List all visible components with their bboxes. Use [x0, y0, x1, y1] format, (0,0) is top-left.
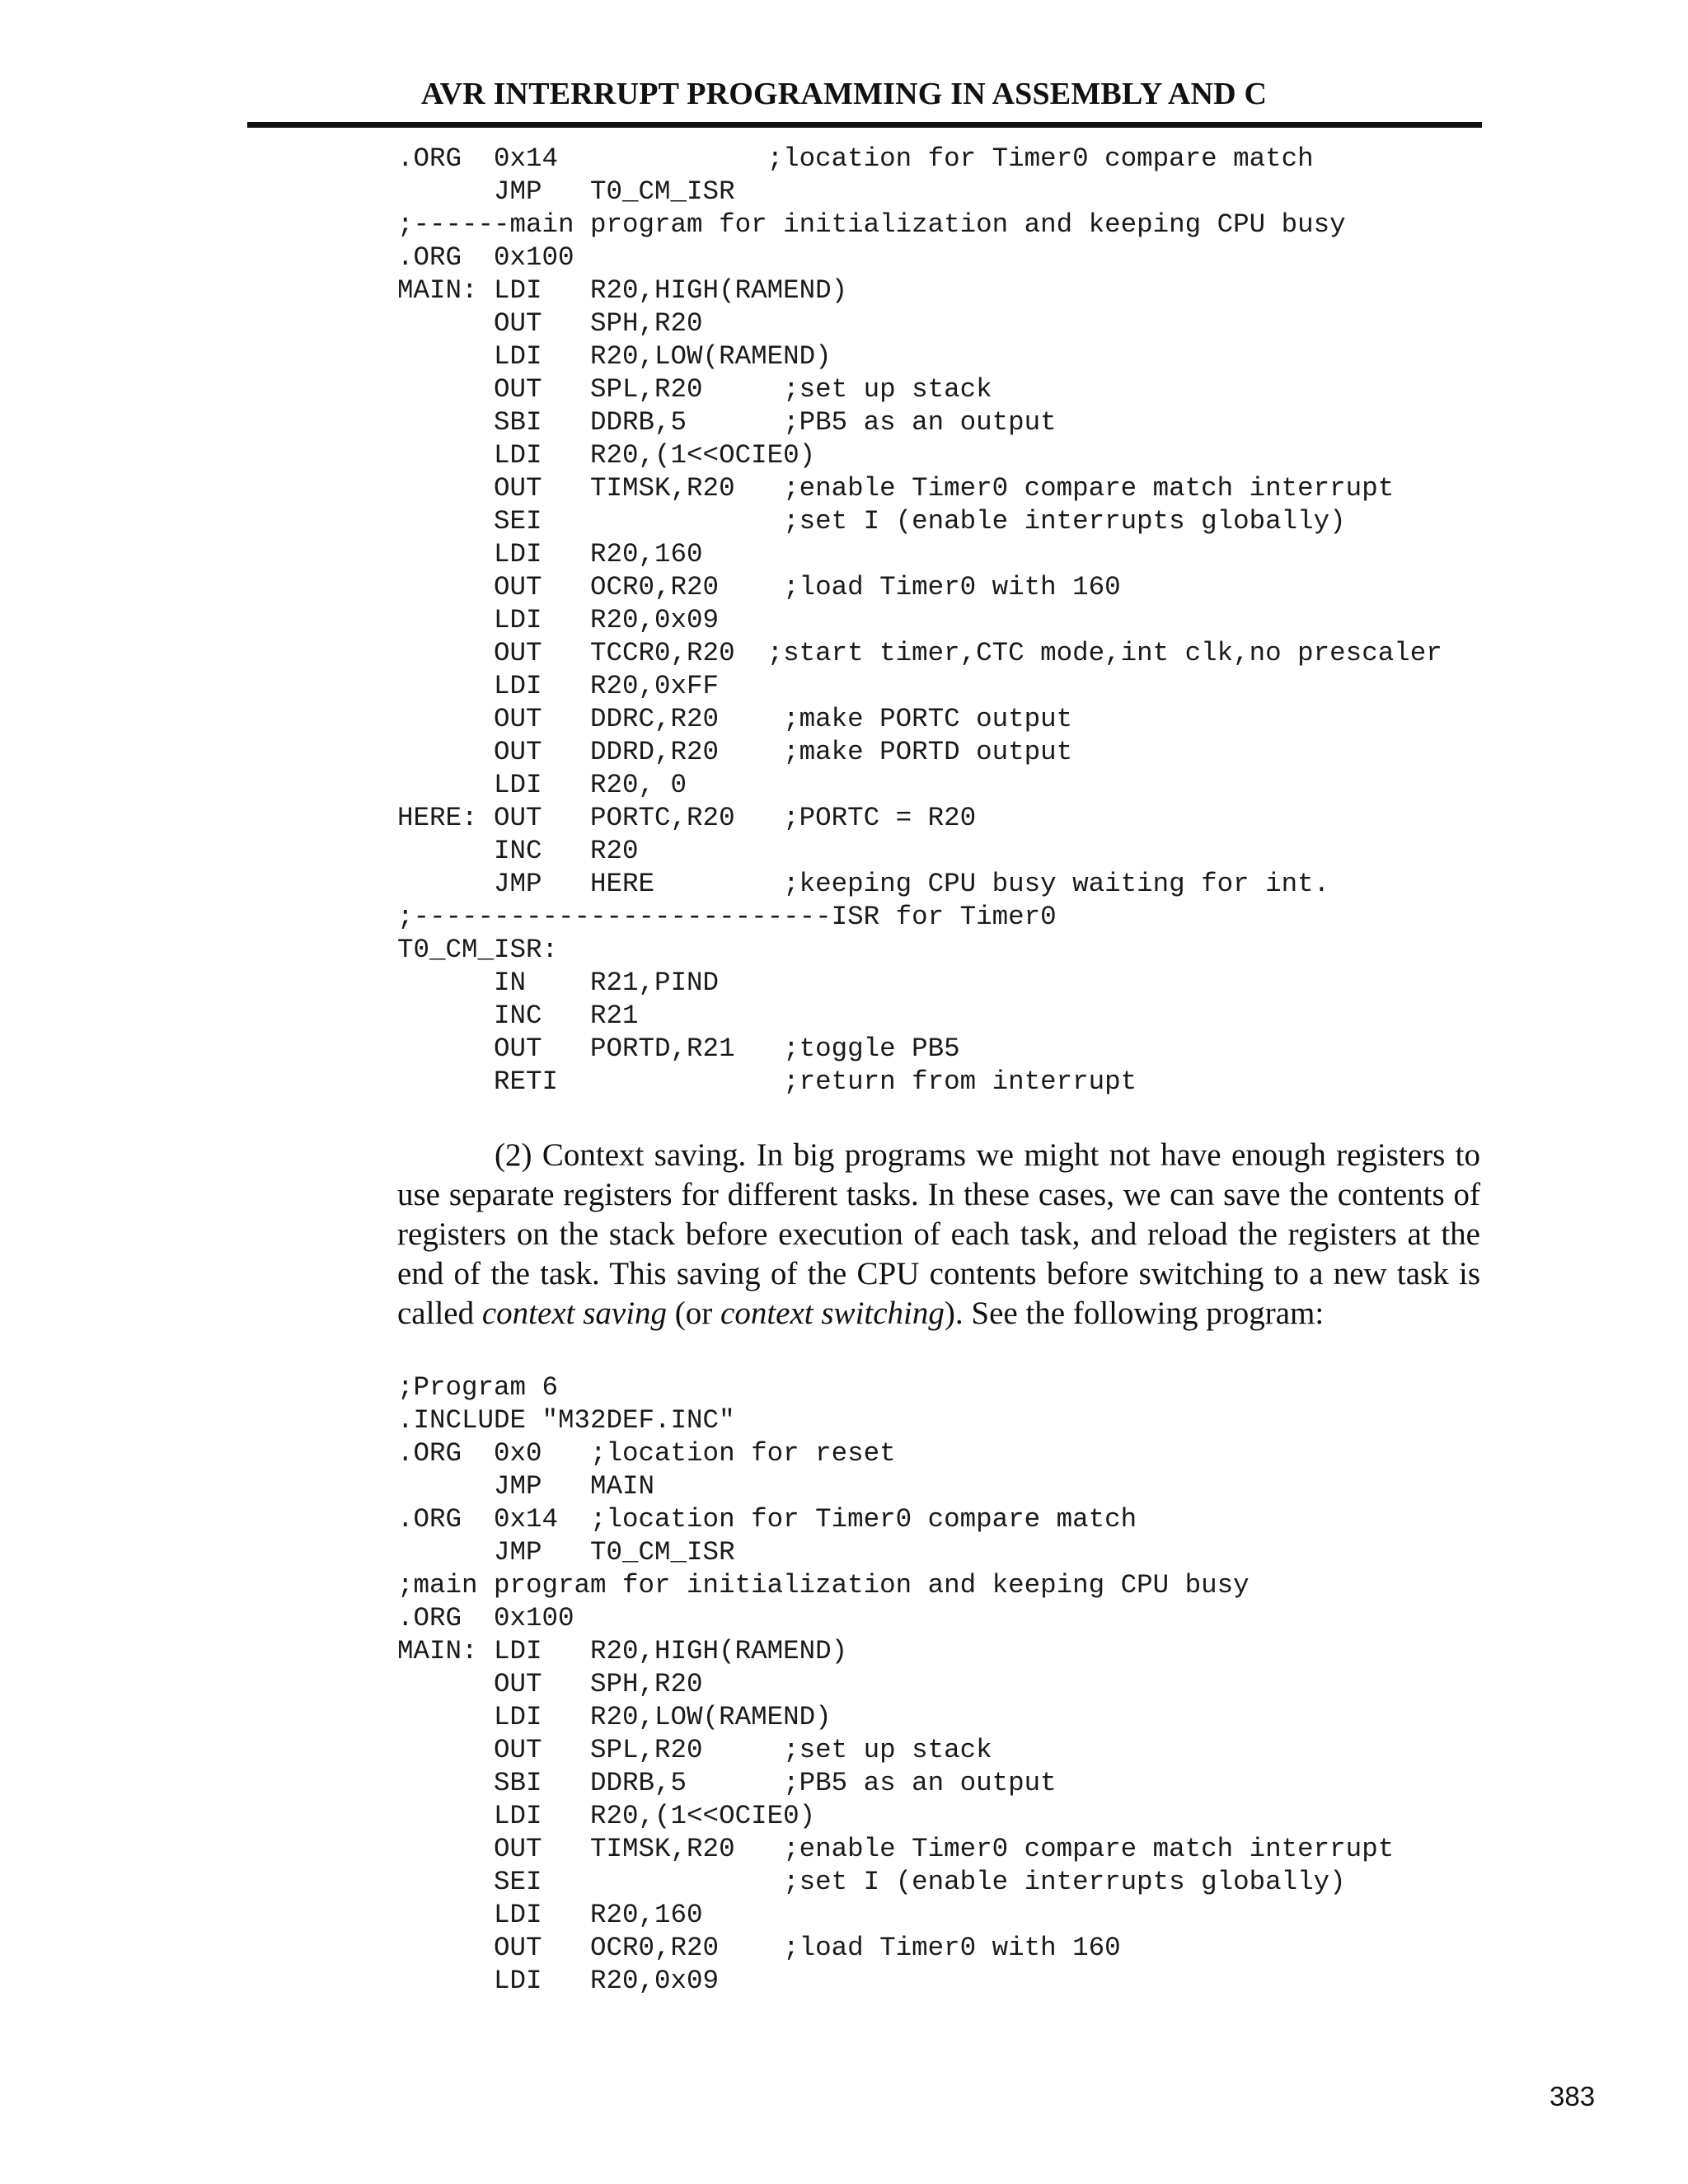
code-line: LDI R20,(1<<OCIE0) — [397, 440, 816, 471]
code-line: .ORG 0x100 — [397, 1603, 574, 1633]
code-line: .INCLUDE "M32DEF.INC" — [397, 1405, 735, 1436]
code-line: LDI R20, 0 — [397, 770, 687, 800]
code-line: MAIN: LDI R20,HIGH(RAMEND) — [397, 275, 848, 306]
code-block-program-6 — [397, 1371, 1394, 2031]
code-block-timer0-isr — [397, 143, 1442, 1132]
code-line: .ORG 0x0 ;location for reset — [397, 1438, 896, 1469]
code-line: INC R21 — [397, 1001, 639, 1031]
code-line: OUT DDRC,R20 ;make PORTC output — [397, 704, 1073, 734]
term-context-switching: context switching — [720, 1296, 945, 1331]
code-line: OUT SPL,R20 ;set up stack — [397, 374, 992, 405]
code-line: LDI R20,160 — [397, 1900, 703, 1930]
code-line: .ORG 0x14 ;location for Timer0 compare match — [397, 1504, 1137, 1535]
code-line: OUT SPL,R20 ;set up stack — [397, 1735, 992, 1765]
code-line: OUT TCCR0,R20 ;start timer,CTC mode,int clk,no prescaler — [397, 638, 1442, 668]
code-line: SEI ;set I (enable interrupts globally) — [397, 1867, 1346, 1897]
code-line: LDI R20,0x09 — [397, 605, 720, 635]
code-line: OUT SPH,R20 — [397, 308, 703, 339]
code-line: ;Program 6 — [397, 1372, 559, 1403]
code-line: OUT OCR0,R20 ;load Timer0 with 160 — [397, 572, 1121, 602]
code-line: .ORG 0x100 — [397, 242, 574, 273]
term-context-saving: context saving — [481, 1296, 668, 1331]
code-line: OUT PORTD,R21 ;toggle PB5 — [397, 1033, 960, 1064]
code-line: OUT OCR0,R20 ;load Timer0 with 160 — [397, 1933, 1121, 1963]
code-line: LDI R20,0x09 — [397, 1966, 720, 1996]
page-number: 383 — [1550, 2081, 1596, 2111]
code-line: SBI DDRB,5 ;PB5 as an output — [397, 1768, 1057, 1798]
paragraph-text: (or — [667, 1296, 721, 1331]
code-line: JMP MAIN — [397, 1471, 655, 1502]
code-line: LDI R20,LOW(RAMEND) — [397, 341, 832, 372]
code-line: OUT TIMSK,R20 ;enable Timer0 compare match interrupt — [397, 473, 1395, 504]
code-line: JMP T0_CM_ISR — [397, 176, 735, 207]
code-line: OUT SPH,R20 — [397, 1669, 703, 1699]
code-line: IN R21,PIND — [397, 968, 720, 998]
code-line: JMP T0_CM_ISR — [397, 1537, 735, 1568]
context-saving-paragraph — [397, 1136, 1480, 1333]
code-line: LDI R20,(1<<OCIE0) — [397, 1801, 816, 1831]
code-line: SBI DDRB,5 ;PB5 as an output — [397, 407, 1057, 438]
code-line: ;main program for initialization and keeping CPU busy — [397, 1570, 1250, 1601]
code-line: ;--------------------------ISR for Timer0 — [397, 902, 1057, 932]
code-line: T0_CM_ISR: — [397, 935, 559, 965]
code-line: LDI R20,LOW(RAMEND) — [397, 1702, 832, 1732]
code-line: MAIN: LDI R20,HIGH(RAMEND) — [397, 1636, 848, 1666]
code-line: HERE: OUT PORTC,R20 ;PORTC = R20 — [397, 803, 977, 833]
paragraph-text: (2) Context saving. In big programs we might not have enough registers to use separate registers for different tasks. In these cases, we can save the contents of registers on the stack before execution of each task, and reload the registers at the end of the task. This saving of the CPU contents before switching to a new task is called — [397, 1137, 1480, 1331]
code-line: SEI ;set I (enable interrupts globally) — [397, 506, 1346, 537]
code-line: .ORG 0x14 ;location for Timer0 compare match — [397, 143, 1314, 174]
code-line: OUT TIMSK,R20 ;enable Timer0 compare match interrupt — [397, 1834, 1395, 1864]
code-line: RETI ;return from interrupt — [397, 1066, 1137, 1097]
code-line: INC R20 — [397, 836, 639, 866]
code-line: LDI R20,160 — [397, 539, 703, 569]
page-header-title: AVR INTERRUPT PROGRAMMING IN ASSEMBLY AND C — [420, 77, 1268, 111]
code-line: JMP HERE ;keeping CPU busy waiting for int. — [397, 869, 1330, 899]
code-line: ;------main program for initialization and keeping CPU busy — [397, 209, 1346, 240]
code-line: OUT DDRD,R20 ;make PORTD output — [397, 737, 1073, 767]
code-line: LDI R20,0xFF — [397, 671, 720, 701]
header-rule — [247, 122, 1482, 128]
paragraph-text: ). See the following program: — [944, 1296, 1325, 1331]
